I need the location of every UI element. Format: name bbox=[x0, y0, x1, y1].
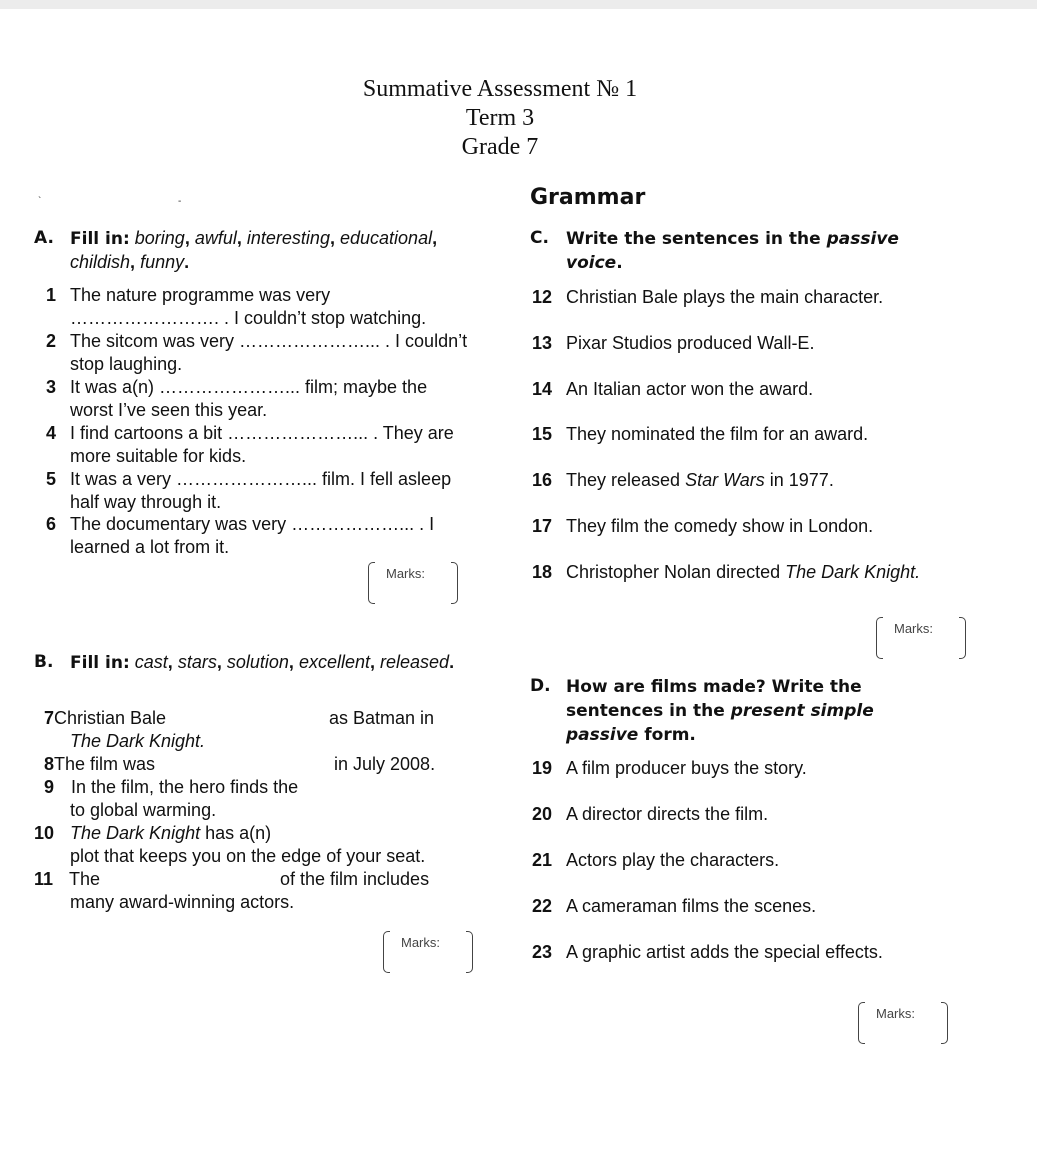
question-item: 23 A graphic artist adds the special effects. bbox=[531, 942, 883, 962]
question-item: 15 They nominated the film for an award. bbox=[531, 424, 869, 444]
word-option: interesting bbox=[246, 228, 330, 248]
question-item: 16 They released Star Wars in 1977. bbox=[531, 470, 834, 490]
question-item: 4 I find cartoons a bit …………………... . They are more suitable for kids. bbox=[45, 423, 454, 466]
question-item: 9 In the film, the hero finds the bbox=[44, 777, 299, 797]
marks-label: Marks: bbox=[401, 935, 440, 950]
question-item: 22 A cameraman films the scenes. bbox=[531, 896, 817, 916]
question-text: plot that keeps you on the edge of your seat. bbox=[70, 846, 426, 866]
section-b-instruction: B. Fill in: cast, stars, solution, excellent, released. bbox=[34, 652, 455, 673]
word-option: boring bbox=[134, 228, 185, 248]
word-option: childish bbox=[70, 252, 131, 272]
question-item: 7Christian Bale bbox=[44, 708, 167, 728]
term-label: Term 3 bbox=[465, 105, 535, 131]
cutoff-heading-fragment: - bbox=[178, 196, 182, 207]
question-item: 8The film was bbox=[44, 754, 156, 774]
section-d-letter: D. bbox=[530, 676, 551, 696]
section-a-letter: A. bbox=[34, 228, 54, 248]
section-c-instruction: C. Write the sentences in the passive voice. bbox=[530, 228, 899, 273]
question-item: 17 They film the comedy show in London. bbox=[531, 516, 874, 536]
top-edge-bar bbox=[0, 0, 1037, 9]
question-item: 19 A film producer buys the story. bbox=[531, 758, 807, 778]
section-a-instruction: A. Fill in: boring, awful, interesting, educational, childish, funny. bbox=[34, 228, 438, 272]
word-option: released bbox=[380, 652, 450, 672]
word-option: stars bbox=[177, 652, 217, 672]
question-text: The Dark Knight. bbox=[70, 731, 206, 751]
question-item: 11 The bbox=[34, 869, 101, 889]
question-item: 20 A director directs the film. bbox=[531, 804, 769, 824]
question-text: as Batman in bbox=[329, 708, 435, 728]
question-item: 14 An Italian actor won the award. bbox=[531, 379, 814, 399]
question-item: 21 Actors play the characters. bbox=[531, 850, 780, 870]
question-text: many award-winning actors. bbox=[70, 892, 295, 912]
section-c-letter: C. bbox=[530, 228, 549, 248]
fill-in-label: Fill in: bbox=[70, 229, 130, 249]
question-text: in July 2008. bbox=[334, 754, 436, 774]
grammar-heading: Grammar bbox=[530, 185, 646, 210]
word-option: educational bbox=[340, 228, 433, 248]
question-item: 2 The sitcom was very …………………... . I couldn’t stop laughing. bbox=[45, 331, 468, 374]
marks-box[interactable] bbox=[876, 617, 966, 657]
word-option: solution bbox=[226, 652, 289, 672]
marks-box[interactable] bbox=[383, 931, 473, 971]
marks-box[interactable] bbox=[368, 562, 458, 602]
page-title: Summative Assessment № 1 bbox=[362, 76, 638, 102]
cutoff-heading-fragment: ` bbox=[38, 196, 42, 207]
question-item: 18 Christopher Nolan directed The Dark Knight. bbox=[531, 562, 921, 582]
section-b-letter: B. bbox=[34, 652, 54, 672]
question-item: 10 The Dark Knight has a(n) bbox=[34, 823, 272, 843]
marks-box[interactable] bbox=[858, 1002, 948, 1042]
question-item: 5 It was a very …………………... film. I fell asleep half way through it. bbox=[45, 469, 452, 512]
question-item: 6 The documentary was very ………………... . I learned a lot from it. bbox=[45, 514, 435, 557]
word-option: cast bbox=[134, 652, 168, 672]
word-option: excellent bbox=[298, 652, 370, 672]
section-d-instruction: D. How are films made? Write the sentences in the present simple passive form. bbox=[530, 676, 874, 745]
word-option: awful bbox=[194, 228, 237, 248]
word-option: funny bbox=[140, 252, 185, 272]
grade-label: Grade 7 bbox=[461, 134, 539, 160]
question-item: 1 The nature programme was very ……………………. . I couldn’t stop watching. bbox=[45, 285, 427, 328]
question-text: of the film includes bbox=[280, 869, 430, 889]
marks-label: Marks: bbox=[386, 566, 425, 581]
marks-label: Marks: bbox=[876, 1006, 915, 1021]
question-item: 13 Pixar Studios produced Wall-E. bbox=[531, 333, 815, 353]
marks-label: Marks: bbox=[894, 621, 933, 636]
question-text: to global warming. bbox=[70, 800, 217, 820]
fill-in-label: Fill in: bbox=[70, 653, 130, 673]
question-item: 3 It was a(n) …………………... film; maybe the worst I’ve seen this year. bbox=[45, 377, 428, 420]
question-item: 12 Christian Bale plays the main character. bbox=[531, 287, 884, 307]
